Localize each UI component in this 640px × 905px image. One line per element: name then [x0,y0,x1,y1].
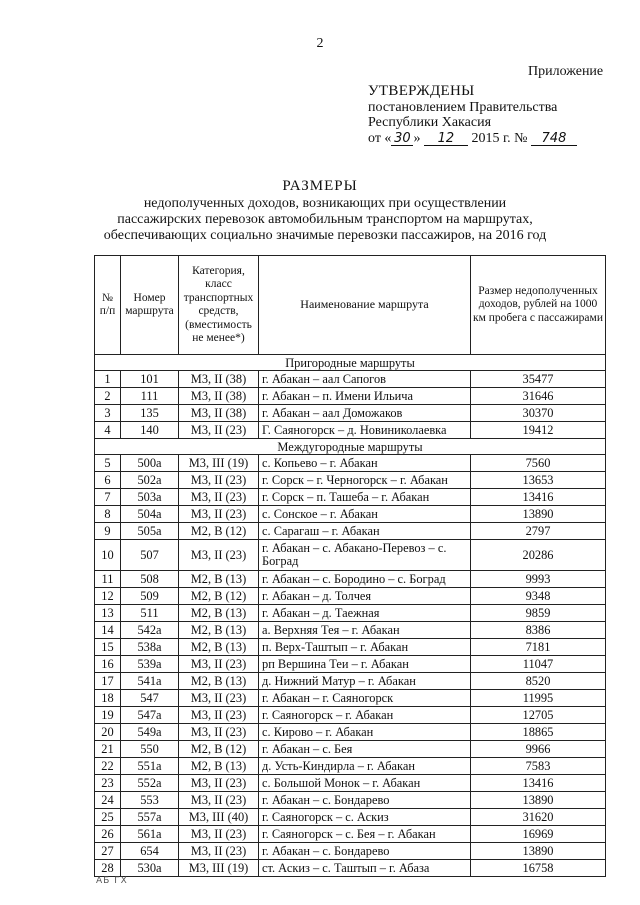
cell-num: 23 [95,775,121,792]
cell-amount: 13416 [471,775,606,792]
cell-category: М2, В (12) [179,741,259,758]
cell-amount: 7583 [471,758,606,775]
date-mid: » [413,130,421,146]
cell-route-name: г. Абакан – с. Бея [259,741,471,758]
cell-category: М2, В (13) [179,622,259,639]
cell-route-number: 552а [121,775,179,792]
table-row [95,455,606,472]
approval-heading: УТВЕРЖДЕНЫ [368,83,475,99]
cell-amount: 13653 [471,472,606,489]
cell-route-name: г. Саяногорск – г. Абакан [259,707,471,724]
cell-amount: 18865 [471,724,606,741]
cell-num: 13 [95,605,121,622]
cell-category: М3, II (23) [179,826,259,843]
table-row [95,741,606,758]
cell-route-name: г. Абакан – с. Абакано-Перевоз – с. Боград [259,540,471,571]
table-row [95,758,606,775]
cell-route-name: г. Абакан – д. Толчея [259,588,471,605]
cell-route-number: 511 [121,605,179,622]
cell-category: М3, II (23) [179,656,259,673]
cell-num: 15 [95,639,121,656]
header-category: Категория, класс транспортных средств, (вместимость не менее*) [179,256,259,355]
table-row [95,472,606,489]
section-title: Пригородные маршруты [95,355,606,371]
year-text: 2015 г. № [471,130,528,146]
cell-category: М2, В (13) [179,639,259,656]
cell-num: 5 [95,455,121,472]
cell-amount: 16969 [471,826,606,843]
cell-route-number: 547а [121,707,179,724]
cell-amount: 7560 [471,455,606,472]
cell-num: 9 [95,523,121,540]
cell-route-name: г. Сорск – г. Черногорск – г. Абакан [259,472,471,489]
cell-amount: 9348 [471,588,606,605]
document-subtitle: недополученных доходов, возникающих при осуществлении пассажирских перевозок автомобильным транспортом на маршрутах, обеспечивающих социально значимые перевозки пассажиров, на 2016 год [103,196,547,243]
cell-category: М3, II (38) [179,371,259,388]
cell-route-number: 654 [121,843,179,860]
handwritten-number: 748 [531,132,577,146]
cell-route-name: рп Вершина Теи – г. Абакан [259,656,471,673]
cell-route-number: 505а [121,523,179,540]
page-number: 2 [316,36,324,51]
approval-block [368,84,577,146]
table-row [95,809,606,826]
cell-route-name: с. Кирово – г. Абакан [259,724,471,741]
table-row [95,489,606,506]
table-row [95,523,606,540]
cell-route-name: г. Абакан – п. Имени Ильича [259,388,471,405]
cell-num: 17 [95,673,121,690]
cell-route-name: г. Саяногорск – с. Аскиз [259,809,471,826]
table-row [95,571,606,588]
table-row [95,673,606,690]
cell-route-number: 140 [121,422,179,439]
table-row [95,724,606,741]
cell-category: М3, II (38) [179,405,259,422]
table-row [95,588,606,605]
cell-route-name: с. Сарагаш – г. Абакан [259,523,471,540]
cell-amount: 7181 [471,639,606,656]
cell-amount: 13890 [471,843,606,860]
table-row [95,388,606,405]
cell-num: 1 [95,371,121,388]
cell-category: М2, В (13) [179,673,259,690]
cell-amount: 31646 [471,388,606,405]
cell-route-name: д. Усть-Киндирла – г. Абакан [259,758,471,775]
cell-num: 10 [95,540,121,571]
routes-table-body [95,355,606,877]
table-row [95,860,606,877]
table-row [95,422,606,439]
cell-category: М3, II (23) [179,792,259,809]
cell-route-name: г. Абакан – аал Доможаков [259,405,471,422]
cell-amount: 2797 [471,523,606,540]
approval-date-line [368,131,577,147]
cell-route-number: 541а [121,673,179,690]
cell-category: М3, III (19) [179,860,259,877]
date-prefix: от « [368,130,392,146]
cell-num: 20 [95,724,121,741]
header-route-number: Номер маршрута [121,256,179,355]
cell-amount: 11995 [471,690,606,707]
cell-category: М3, II (23) [179,775,259,792]
cell-num: 4 [95,422,121,439]
cell-category: М3, II (23) [179,843,259,860]
cell-route-name: с. Копьево – г. Абакан [259,455,471,472]
cell-category: М2, В (12) [179,588,259,605]
cell-route-name: г. Сорск – п. Ташеба – г. Абакан [259,489,471,506]
cell-amount: 9993 [471,571,606,588]
approval-line-1: постановлением Правительства [368,99,558,115]
cell-num: 14 [95,622,121,639]
table-row [95,622,606,639]
cell-num: 12 [95,588,121,605]
cell-route-name: г. Абакан – с. Бондарево [259,792,471,809]
cell-category: М3, II (23) [179,506,259,523]
table-row [95,605,606,622]
cell-route-name: а. Верхняя Тея – г. Абакан [259,622,471,639]
cell-num: 19 [95,707,121,724]
cell-amount: 13416 [471,489,606,506]
cell-route-number: 539а [121,656,179,673]
cell-amount: 16758 [471,860,606,877]
cell-route-name: с. Сонское – г. Абакан [259,506,471,523]
cell-route-name: г. Абакан – с. Бородино – с. Боград [259,571,471,588]
table-row [95,843,606,860]
cell-num: 24 [95,792,121,809]
cell-category: М3, II (23) [179,724,259,741]
cell-route-number: 553 [121,792,179,809]
cell-num: 18 [95,690,121,707]
cell-category: М3, II (38) [179,388,259,405]
footer-mark: АБ ГХ [96,876,128,886]
cell-num: 6 [95,472,121,489]
cell-amount: 19412 [471,422,606,439]
cell-route-number: 509 [121,588,179,605]
cell-route-number: 557а [121,809,179,826]
cell-route-number: 101 [121,371,179,388]
cell-route-name: ст. Аскиз – с. Таштып – г. Абаза [259,860,471,877]
cell-route-name: д. Нижний Матур – г. Абакан [259,673,471,690]
cell-num: 7 [95,489,121,506]
table-row [95,792,606,809]
cell-num: 27 [95,843,121,860]
approval-line-2: Республики Хакасия [368,115,492,130]
cell-route-number: 538а [121,639,179,656]
cell-amount: 35477 [471,371,606,388]
table-row [95,639,606,656]
table-row [95,707,606,724]
cell-category: М2, В (13) [179,571,259,588]
cell-amount: 12705 [471,707,606,724]
cell-category: М3, II (23) [179,540,259,571]
appendix-label: Приложение [528,64,604,79]
table-row [95,506,606,523]
handwritten-day: 30 [391,132,413,146]
cell-route-number: 507 [121,540,179,571]
table-row [95,540,606,571]
document-title: РАЗМЕРЫ [282,178,358,194]
header-num: № п/п [95,256,121,355]
table-row [95,826,606,843]
cell-category: М2, В (12) [179,523,259,540]
cell-amount: 8386 [471,622,606,639]
cell-num: 28 [95,860,121,877]
cell-route-number: 503а [121,489,179,506]
cell-category: М3, II (23) [179,690,259,707]
table-row [95,371,606,388]
cell-amount: 31620 [471,809,606,826]
cell-category: М3, II (23) [179,422,259,439]
table-row [95,690,606,707]
cell-route-number: 500а [121,455,179,472]
cell-route-name: г. Саяногорск – с. Бея – г. Абакан [259,826,471,843]
cell-amount: 9859 [471,605,606,622]
cell-num: 25 [95,809,121,826]
cell-category: М3, II (23) [179,489,259,506]
cell-amount: 9966 [471,741,606,758]
cell-category: М3, II (23) [179,707,259,724]
cell-route-name: г. Абакан – г. Саяногорск [259,690,471,707]
cell-route-name: Г. Саяногорск – д. Новиниколаевка [259,422,471,439]
cell-route-number: 135 [121,405,179,422]
cell-num: 22 [95,758,121,775]
cell-route-name: с. Большой Монок – г. Абакан [259,775,471,792]
table-row [95,775,606,792]
cell-amount: 13890 [471,506,606,523]
header-amount: Размер недополученных доходов, рублей на 1000 км пробега с пассажирами [471,256,606,355]
cell-num: 11 [95,571,121,588]
cell-route-number: 504а [121,506,179,523]
table-row [95,405,606,422]
cell-amount: 13890 [471,792,606,809]
cell-amount: 20286 [471,540,606,571]
cell-route-name: п. Верх-Таштып – г. Абакан [259,639,471,656]
header-route-name: Наименование маршрута [259,256,471,355]
table-row [95,656,606,673]
cell-route-number: 508 [121,571,179,588]
cell-amount: 30370 [471,405,606,422]
cell-route-number: 111 [121,388,179,405]
cell-route-number: 502а [121,472,179,489]
cell-route-name: г. Абакан – д. Таежная [259,605,471,622]
section-row-intercity [95,439,606,455]
cell-num: 2 [95,388,121,405]
cell-route-number: 561а [121,826,179,843]
cell-num: 16 [95,656,121,673]
cell-category: М3, III (19) [179,455,259,472]
routes-table [94,255,606,877]
cell-route-name: г. Абакан – с. Бондарево [259,843,471,860]
cell-route-number: 542а [121,622,179,639]
cell-route-number: 547 [121,690,179,707]
cell-num: 21 [95,741,121,758]
cell-category: М3, III (40) [179,809,259,826]
cell-num: 26 [95,826,121,843]
cell-amount: 8520 [471,673,606,690]
cell-category: М2, В (13) [179,758,259,775]
section-row-suburban [95,355,606,371]
cell-route-number: 550 [121,741,179,758]
cell-num: 3 [95,405,121,422]
cell-num: 8 [95,506,121,523]
cell-amount: 11047 [471,656,606,673]
table-header-row [95,256,606,355]
cell-route-name: г. Абакан – аал Сапогов [259,371,471,388]
cell-route-number: 530а [121,860,179,877]
handwritten-month: 12 [424,132,468,146]
cell-category: М2, В (13) [179,605,259,622]
cell-route-number: 551а [121,758,179,775]
cell-route-number: 549а [121,724,179,741]
cell-category: М3, II (23) [179,472,259,489]
section-title: Междугородные маршруты [95,439,606,455]
